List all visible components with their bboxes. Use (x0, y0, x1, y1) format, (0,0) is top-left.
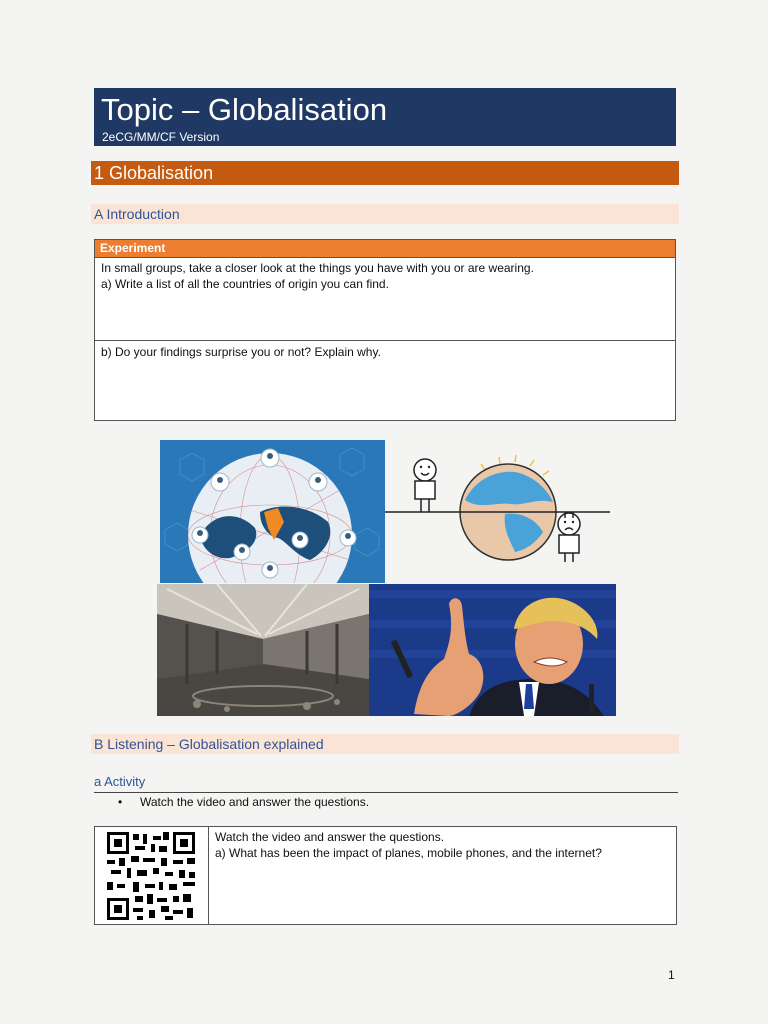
experiment-box (94, 239, 676, 421)
speaker-photo (369, 584, 616, 716)
subsection-heading-introduction: A Introduction (91, 204, 679, 224)
question-a: a) What has been the impact of planes, mobile phones, and the internet? (215, 846, 602, 860)
speaker-photo-graphic (369, 584, 616, 716)
page-number: 1 (668, 968, 675, 982)
bullet-icon: • (118, 795, 123, 809)
question-box (94, 826, 677, 925)
qr-code-icon (95, 827, 208, 924)
question-instruction: Watch the video and answer the questions. (215, 830, 445, 844)
globe-network-image (160, 440, 385, 583)
section-heading-globalisation: 1 Globalisation (91, 161, 679, 185)
title-banner (94, 88, 676, 146)
experiment-task-b (95, 340, 675, 420)
qr-code-cell[interactable] (95, 827, 209, 924)
globe-network-icon (160, 440, 385, 583)
experiment-instruction: In small groups, take a closer look at the things you have with you or are wearing. (101, 261, 534, 275)
activity-heading: a Activity (94, 774, 678, 793)
cartoon-globe-image (385, 440, 615, 583)
globe-cartoon-icon (385, 440, 615, 583)
experiment-question-a: a) Write a list of all the countries of origin you can find. (101, 277, 389, 291)
subsection-heading-listening: B Listening – Globalisation explained (91, 734, 679, 754)
abandoned-factory-image (157, 584, 369, 716)
factory-photo (157, 584, 369, 716)
experiment-task-a (95, 257, 675, 340)
experiment-header: Experiment (95, 240, 675, 257)
activity-bullet-text: Watch the video and answer the questions. (140, 795, 370, 809)
page-subtitle: 2eCG/MM/CF Version (102, 130, 220, 144)
experiment-question-b: b) Do your findings surprise you or not? Explain why. (101, 345, 381, 359)
page-title: Topic – Globalisation (101, 92, 388, 127)
